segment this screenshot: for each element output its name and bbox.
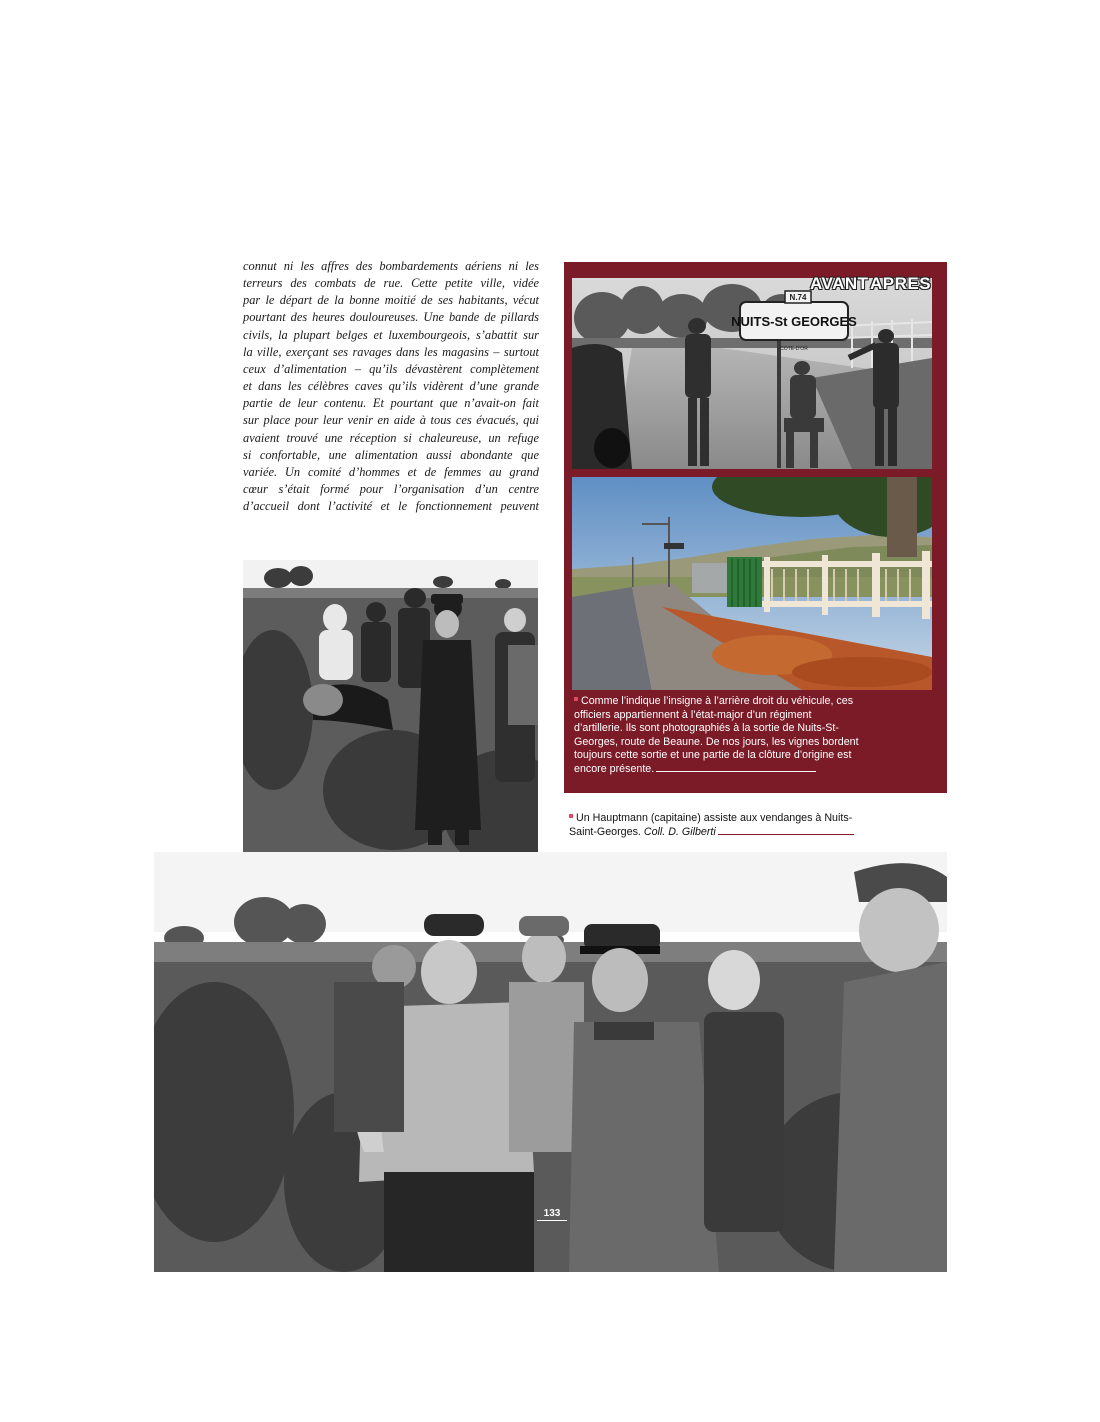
body-text-line: ceux d’alimentation – qu’ils dévastèrent complètement bbox=[243, 361, 539, 376]
bullet-icon bbox=[574, 697, 578, 701]
photo-after-today bbox=[572, 477, 932, 690]
body-text-line: la ville, exerçant ses ravages dans les magasins – surtout bbox=[243, 344, 539, 359]
body-text-line: terreurs des combats de rue. Cette petite ville, vidée bbox=[243, 276, 539, 291]
caption-rule bbox=[656, 771, 816, 772]
body-text-line: cœur s’était formé pour l’organisation d’un centre bbox=[243, 482, 539, 497]
bullet-icon bbox=[569, 814, 573, 818]
body-text-column bbox=[243, 258, 539, 515]
body-text-line: pourtant des heures douloureuses. Une bande de pillards bbox=[243, 310, 539, 325]
body-text-line: sur place pour leur venir en aide à tous ces évacués, qui bbox=[243, 413, 539, 428]
label-after: APRES bbox=[870, 274, 932, 293]
main-caption-text: Un Hauptmann (capitaine) assiste aux vendanges à Nuits-Saint-Georges. bbox=[569, 812, 853, 838]
svg-text:NUITS-St GEORGES: NUITS-St GEORGES bbox=[731, 314, 857, 329]
body-text-line: partie de leur contenu. Et pourtant que n’avait-on fait bbox=[243, 396, 539, 411]
body-text-line: avaient trouvé une réception si chaleureuse, un refuge bbox=[243, 430, 539, 445]
body-text-line: connut ni les affres des bombardements aériens ni les bbox=[243, 259, 539, 273]
body-text-line: par le départ de la bonne moitié de ses habitants, vécut bbox=[243, 293, 539, 308]
page-number: 133 bbox=[537, 1208, 567, 1221]
caption-rule bbox=[718, 834, 854, 835]
panel-caption-text: Comme l’indique l’insigne à l’arrière droit du véhicule, ces officiers appartiennent à l’état-major d’un régiment d’artillerie. Ils sont photographiés à la sortie de Nuits-St-Georges, route de Beaune. De nos jours, les vignes bordent toujours cette sortie et une partie de la clôture d’origine est encore présente. bbox=[574, 695, 859, 775]
photo-before-wartime bbox=[572, 278, 932, 469]
body-text-line: si confortable, une alimentation aussi abondante que bbox=[243, 447, 539, 462]
main-caption bbox=[569, 812, 861, 839]
photo-harvest-small bbox=[243, 560, 538, 867]
svg-text:COTE-D'OR: COTE-D'OR bbox=[780, 346, 808, 352]
body-text-line: d’accueil dont l’activité et le fonctionnement peuvent bbox=[243, 499, 539, 514]
photo-credit: Coll. D. Gilberti bbox=[643, 825, 716, 838]
body-text-line: civils, la plupart belges et luxembourgeois, s’abattit sur bbox=[243, 327, 539, 342]
body-text-line: variée. Un comité d’hommes et de femmes au grand bbox=[243, 464, 539, 479]
svg-text:N.74: N.74 bbox=[789, 293, 807, 302]
panel-caption bbox=[574, 695, 859, 777]
body-text-line: et dans les célèbres caves qu’ils vidèrent d’une grande bbox=[243, 379, 539, 394]
label-before: AVANT bbox=[810, 274, 869, 293]
